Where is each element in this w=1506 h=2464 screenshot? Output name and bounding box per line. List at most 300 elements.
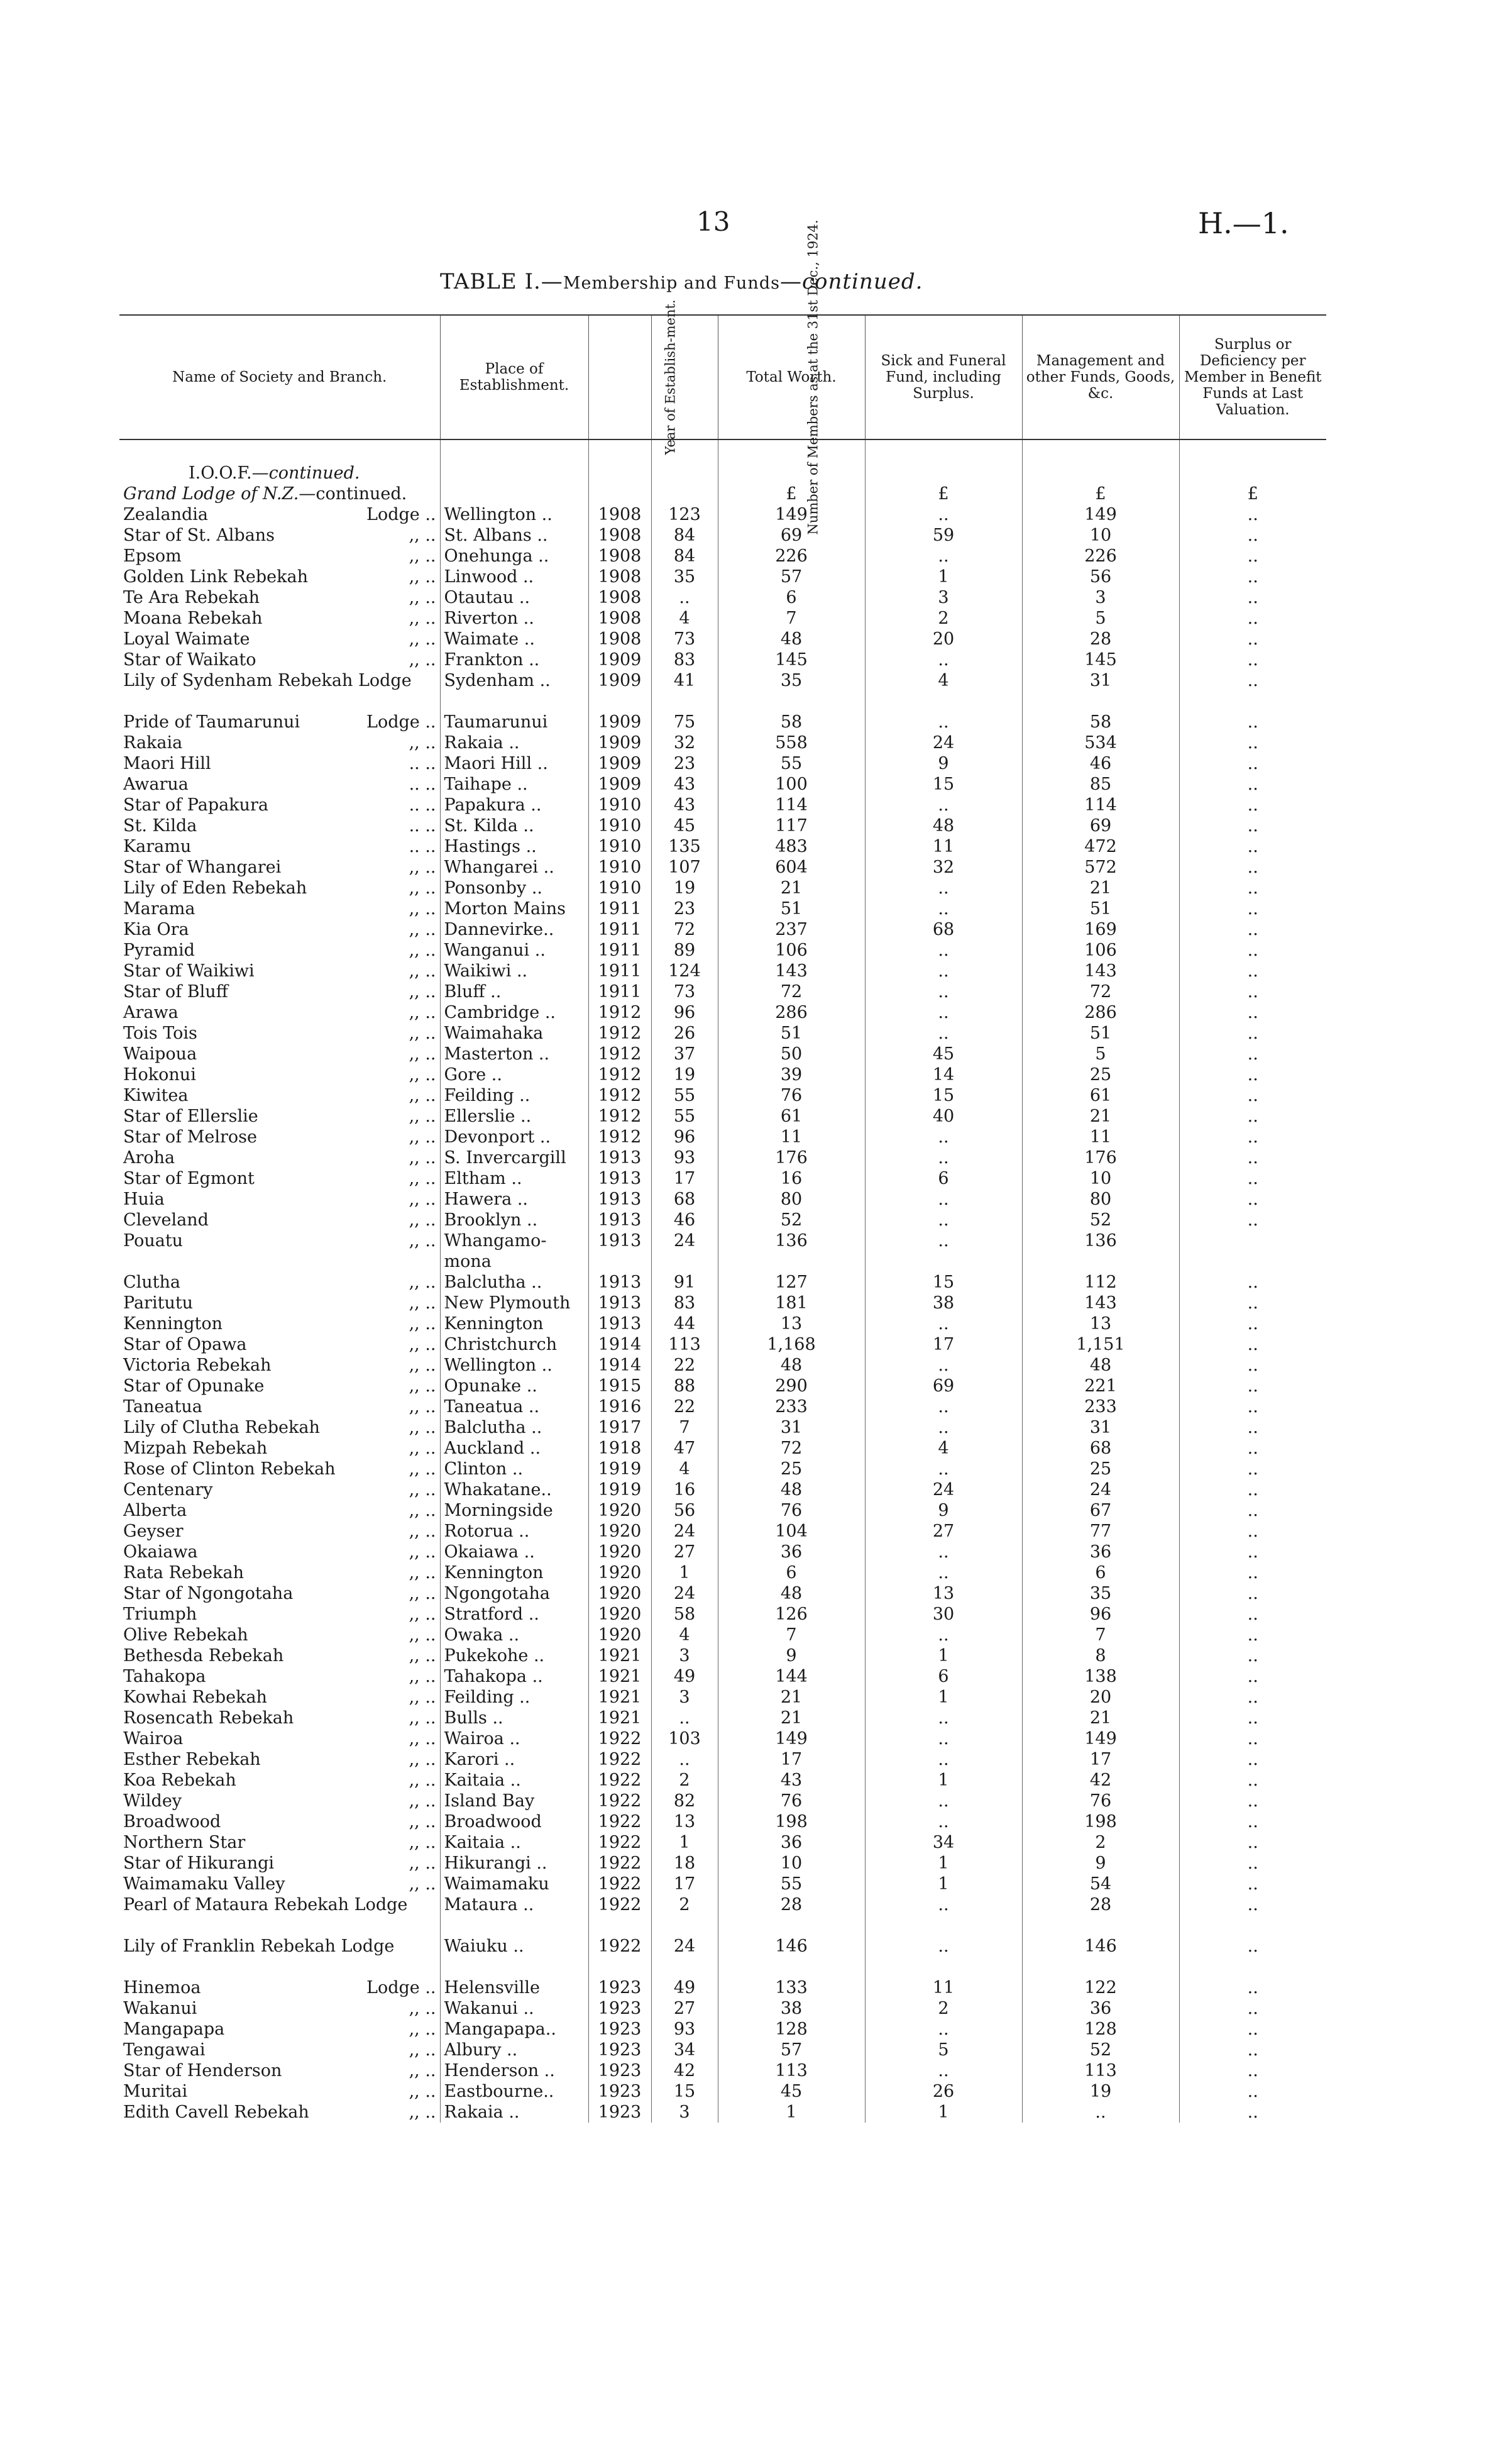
cell-members: .. (651, 587, 718, 608)
branch-suffix: ,, .. (409, 1003, 436, 1022)
cell-place: Morton Mains (440, 898, 588, 919)
cell-members: 24 (651, 1936, 718, 1977)
cell-year: 1909 (588, 753, 651, 774)
cell-year: 1922 (588, 1728, 651, 1749)
cell-sick: .. (865, 1396, 1022, 1417)
cell-place: Karori .. (440, 1749, 588, 1770)
cell-sick: .. (865, 898, 1022, 919)
branch-name: Muritai (123, 2082, 188, 2101)
cell-mgmt: 51 (1022, 1023, 1179, 1044)
cell-name (119, 836, 440, 857)
cell-worth: 76 (718, 1500, 865, 1521)
cell-mgmt: 6 (1022, 1562, 1179, 1583)
cell-sick: .. (865, 940, 1022, 961)
branch-name: Marama (123, 899, 195, 919)
cell-place: Onehunga .. (440, 546, 588, 566)
cell-mgmt: 31 (1022, 670, 1179, 712)
cell-name (119, 898, 440, 919)
cell-name (119, 2102, 440, 2123)
cell-place: Kennington (440, 1313, 588, 1334)
cell-surplus: .. (1179, 1147, 1326, 1168)
cell-worth: 80 (718, 1189, 865, 1210)
cell-mgmt: 169 (1022, 919, 1179, 940)
cell-year: 1912 (588, 1064, 651, 1085)
cell-name (119, 1210, 440, 1230)
cell-place: Waimahaka (440, 1023, 588, 1044)
cell-place: Papakura .. (440, 795, 588, 815)
cell-members: 107 (651, 857, 718, 878)
cell-name (119, 525, 440, 546)
cell-place: Hikurangi .. (440, 1853, 588, 1874)
cell-mgmt: 10 (1022, 525, 1179, 546)
cell-surplus: .. (1179, 753, 1326, 774)
branch-suffix: ,, .. (409, 858, 436, 877)
cell-year: 1921 (588, 1666, 651, 1687)
branch-suffix: ,, .. (409, 1708, 436, 1728)
branch-name: St. Kilda (123, 816, 197, 836)
cell-worth: 61 (718, 1106, 865, 1127)
cell-surplus: .. (1179, 1044, 1326, 1064)
branch-name: Lily of Franklin Rebekah Lodge (123, 1936, 395, 1956)
cell-name (119, 1417, 440, 1438)
cell-name (119, 1604, 440, 1625)
branch-suffix: ,, .. (409, 1107, 436, 1126)
table-row (119, 2019, 1326, 2040)
cell-members: 3 (651, 1687, 718, 1708)
cell-worth: 226 (718, 546, 865, 566)
cell-place: Ellerslie .. (440, 1106, 588, 1127)
cell-name (119, 1396, 440, 1417)
branch-name: Edith Cavell Rebekah (123, 2102, 309, 2122)
table-row (119, 2081, 1326, 2102)
cell-worth: 35 (718, 670, 865, 712)
cell-members: 89 (651, 940, 718, 961)
cell-year: 1920 (588, 1500, 651, 1521)
cell-year: 1917 (588, 1417, 651, 1438)
cell-place: Taumarunui (440, 712, 588, 732)
cell-name (119, 815, 440, 836)
table-title (440, 269, 923, 294)
cell-name (119, 2060, 440, 2081)
col-year-label: Year of Establish-ment. (662, 299, 678, 455)
cell-mgmt: 5 (1022, 1044, 1179, 1064)
branch-name: Karamu (123, 837, 192, 856)
cell-worth: 133 (718, 1977, 865, 1998)
branch-suffix: ,, .. (409, 733, 436, 753)
table-row (119, 1355, 1326, 1376)
branch-suffix: ,, .. (409, 1356, 436, 1375)
branch-name: Star of Papakura (123, 795, 268, 815)
cell-name (119, 1770, 440, 1791)
cell-surplus: .. (1179, 1645, 1326, 1666)
cell-members: 4 (651, 1459, 718, 1479)
table-row (119, 1811, 1326, 1832)
cell-surplus: .. (1179, 1625, 1326, 1645)
cell-mgmt: 233 (1022, 1396, 1179, 1417)
cell-name (119, 629, 440, 649)
branch-name: Mangapapa (123, 2019, 225, 2039)
cell-year: 1923 (588, 2040, 651, 2060)
cell-worth: 290 (718, 1376, 865, 1396)
cell-name (119, 1085, 440, 1106)
cell-name (119, 732, 440, 753)
cell-members: 56 (651, 1500, 718, 1521)
branch-name: Rata Rebekah (123, 1563, 244, 1583)
cell-members: 24 (651, 1230, 718, 1272)
cell-members: .. (651, 1708, 718, 1728)
cell-surplus: .. (1179, 1355, 1326, 1376)
cell-worth: 36 (718, 1542, 865, 1562)
branch-name: Esther Rebekah (123, 1750, 261, 1769)
cell-place: Otautau .. (440, 587, 588, 608)
cell-place: Maori Hill .. (440, 753, 588, 774)
cell-sick: 9 (865, 1500, 1022, 1521)
table-row (119, 1334, 1326, 1355)
cell-worth: 69 (718, 525, 865, 546)
cell-members: 34 (651, 2040, 718, 2060)
cell-sick: .. (865, 1542, 1022, 1562)
cell-worth: 7 (718, 608, 865, 629)
cell-surplus: .. (1179, 670, 1326, 712)
cell-place: Auckland .. (440, 1438, 588, 1459)
cell-surplus: .. (1179, 1687, 1326, 1708)
table-row (119, 732, 1326, 753)
cell-mgmt: 11 (1022, 1127, 1179, 1147)
table-row (119, 795, 1326, 815)
branch-name: Star of Opunake (123, 1376, 265, 1396)
cell-name (119, 1562, 440, 1583)
cell-worth: 100 (718, 774, 865, 795)
cell-name (119, 1272, 440, 1293)
cell-members: 75 (651, 712, 718, 732)
cell-name (119, 1894, 440, 1936)
cell-year: 1909 (588, 649, 651, 670)
cell-members: 46 (651, 1210, 718, 1230)
cell-mgmt: 19 (1022, 2081, 1179, 2102)
table-row (119, 1479, 1326, 1500)
cell-year: 1922 (588, 1811, 651, 1832)
branch-suffix: ,, .. (409, 1127, 436, 1147)
cell-members: 96 (651, 1127, 718, 1147)
cell-members: 124 (651, 961, 718, 981)
cell-place: Pukekohe .. (440, 1645, 588, 1666)
cell-surplus: .. (1179, 1708, 1326, 1728)
unit-mgmt: £ (1022, 483, 1179, 504)
cell-year: 1911 (588, 898, 651, 919)
cell-worth: 10 (718, 1853, 865, 1874)
branch-name: Victoria Rebekah (123, 1356, 272, 1375)
cell-year: 1914 (588, 1334, 651, 1355)
branch-name: Koa Rebekah (123, 1771, 236, 1790)
document-reference: H.—1. (1198, 206, 1289, 240)
cell-year: 1922 (588, 1749, 651, 1770)
cell-year: 1913 (588, 1147, 651, 1168)
branch-suffix: ,, .. (409, 982, 436, 1002)
cell-name (119, 1479, 440, 1500)
cell-mgmt: 25 (1022, 1459, 1179, 1479)
cell-mgmt: 21 (1022, 1708, 1179, 1728)
cell-year: 1918 (588, 1438, 651, 1459)
cell-name (119, 1708, 440, 1728)
cell-year: 1923 (588, 2102, 651, 2123)
cell-place: Morningside (440, 1500, 588, 1521)
branch-name: Rosencath Rebekah (123, 1708, 294, 1728)
cell-place: Eltham .. (440, 1168, 588, 1189)
cell-place: Bulls .. (440, 1708, 588, 1728)
table-row (119, 940, 1326, 961)
cell-year: 1912 (588, 1023, 651, 1044)
branch-suffix: ,, .. (409, 1065, 436, 1085)
cell-place: Henderson .. (440, 2060, 588, 2081)
cell-surplus: .. (1179, 1521, 1326, 1542)
cell-members: 83 (651, 1293, 718, 1313)
cell-worth: 76 (718, 1791, 865, 1811)
branch-suffix: ,, .. (409, 1335, 436, 1354)
cell-worth: 39 (718, 1064, 865, 1085)
cell-place: Tahakopa .. (440, 1666, 588, 1687)
cell-name (119, 1313, 440, 1334)
table-row (119, 1064, 1326, 1085)
cell-place: Wellington .. (440, 1355, 588, 1376)
cell-year: 1912 (588, 1044, 651, 1064)
cell-year: 1909 (588, 670, 651, 712)
cell-mgmt: 106 (1022, 940, 1179, 961)
cell-surplus: .. (1179, 1728, 1326, 1749)
branch-name: Star of Ngongotaha (123, 1584, 294, 1603)
cell-surplus: .. (1179, 504, 1326, 525)
branch-name: Tahakopa (123, 1667, 206, 1686)
cell-place: Wairoa .. (440, 1728, 588, 1749)
cell-place: Christchurch (440, 1334, 588, 1355)
cell-worth: 558 (718, 732, 865, 753)
cell-sick: 2 (865, 1998, 1022, 2019)
cell-year: 1910 (588, 878, 651, 898)
cell-year: 1922 (588, 1936, 651, 1977)
cell-worth: 48 (718, 1355, 865, 1376)
cell-members: 27 (651, 1998, 718, 2019)
cell-surplus: .. (1179, 1127, 1326, 1147)
branch-name: Kowhai Rebekah (123, 1688, 267, 1707)
cell-year: 1922 (588, 1894, 651, 1936)
branch-name: Star of Hikurangi (123, 1854, 275, 1873)
cell-sick: 2 (865, 608, 1022, 629)
cell-year: 1913 (588, 1168, 651, 1189)
cell-worth: 51 (718, 1023, 865, 1044)
branch-name: Kennington (123, 1314, 223, 1334)
cell-name (119, 2019, 440, 2040)
table-row (119, 1604, 1326, 1625)
cell-sick: 1 (865, 1853, 1022, 1874)
cell-members: 93 (651, 2019, 718, 2040)
cell-worth: 51 (718, 898, 865, 919)
cell-surplus: .. (1179, 2019, 1326, 2040)
lodge-continued: —continued. (299, 484, 407, 504)
cell-year: 1908 (588, 504, 651, 525)
cell-mgmt: 20 (1022, 1687, 1179, 1708)
cell-name (119, 649, 440, 670)
table-row (119, 1002, 1326, 1023)
table-row (119, 1770, 1326, 1791)
cell-name (119, 1438, 440, 1459)
branch-suffix: Lodge .. (366, 1978, 436, 1997)
cell-mgmt: .. (1022, 2102, 1179, 2123)
cell-worth: 55 (718, 1874, 865, 1894)
cell-members: 88 (651, 1376, 718, 1396)
cell-place: Feilding .. (440, 1687, 588, 1708)
cell-surplus: .. (1179, 2060, 1326, 2081)
cell-place: Opunake .. (440, 1376, 588, 1396)
cell-worth: 36 (718, 1832, 865, 1853)
cell-name (119, 1459, 440, 1479)
cell-sick: 6 (865, 1168, 1022, 1189)
branch-name: Hinemoa (123, 1978, 201, 1997)
title-continued: continued. (801, 269, 923, 294)
cell-sick: 1 (865, 1645, 1022, 1666)
cell-mgmt: 572 (1022, 857, 1179, 878)
cell-place: Wellington .. (440, 504, 588, 525)
cell-mgmt: 146 (1022, 1936, 1179, 1977)
cell-year: 1912 (588, 1085, 651, 1106)
cell-place: Waiuku .. (440, 1936, 588, 1977)
col-place: Place of Establishment. (440, 315, 588, 439)
cell-place: Mangapapa.. (440, 2019, 588, 2040)
cell-sick: .. (865, 1210, 1022, 1230)
branch-name: Maori Hill (123, 754, 211, 773)
table-row (119, 919, 1326, 940)
cell-mgmt: 10 (1022, 1168, 1179, 1189)
cell-sick: 32 (865, 857, 1022, 878)
branch-suffix: ,, .. (409, 1771, 436, 1790)
branch-name: Star of Waikato (123, 650, 256, 670)
cell-worth: 55 (718, 753, 865, 774)
cell-members: 84 (651, 546, 718, 566)
cell-surplus: .. (1179, 1293, 1326, 1313)
cell-mgmt: 69 (1022, 815, 1179, 836)
cell-name (119, 1147, 440, 1168)
cell-year: 1921 (588, 1687, 651, 1708)
cell-worth: 57 (718, 566, 865, 587)
branch-suffix: ,, .. (409, 1625, 436, 1645)
cell-surplus: .. (1179, 1438, 1326, 1459)
cell-mgmt: 221 (1022, 1376, 1179, 1396)
cell-sick: 3 (865, 587, 1022, 608)
cell-year: 1921 (588, 1708, 651, 1728)
cell-sick: 14 (865, 1064, 1022, 1085)
cell-mgmt: 52 (1022, 1210, 1179, 1230)
table-row (119, 1044, 1326, 1064)
col-surplus: Surplus or Deficiency per Member in Benefit Funds at Last Valuation. (1179, 315, 1326, 439)
cell-surplus: .. (1179, 1542, 1326, 1562)
cell-place: Gore .. (440, 1064, 588, 1085)
cell-name (119, 1127, 440, 1147)
cell-worth: 21 (718, 1708, 865, 1728)
branch-suffix: .. .. (409, 754, 436, 773)
title-suffix: — (779, 269, 802, 294)
cell-mgmt: 8 (1022, 1645, 1179, 1666)
cell-worth: 117 (718, 815, 865, 836)
branch-name: Rakaia (123, 733, 183, 753)
cell-sick: .. (865, 878, 1022, 898)
branch-suffix: ,, .. (409, 1190, 436, 1209)
branch-name: Moana Rebekah (123, 609, 263, 628)
branch-suffix: ,, .. (409, 1273, 436, 1292)
cell-worth: 7 (718, 1625, 865, 1645)
cell-name (119, 712, 440, 732)
cell-sick: 24 (865, 1479, 1022, 1500)
table-row (119, 1313, 1326, 1334)
cell-worth: 126 (718, 1604, 865, 1625)
cell-year: 1913 (588, 1210, 651, 1230)
branch-name: Triumph (123, 1605, 197, 1624)
cell-worth: 6 (718, 1562, 865, 1583)
cell-name (119, 2040, 440, 2060)
lodge-label: Grand Lodge of N.Z. (123, 484, 299, 504)
cell-surplus (1179, 1230, 1326, 1272)
table-row (119, 608, 1326, 629)
col-mgmt: Management and other Funds, Goods, &c. (1022, 315, 1179, 439)
cell-name (119, 1376, 440, 1396)
cell-name (119, 981, 440, 1002)
unit-worth: £ (718, 483, 865, 504)
cell-year: 1911 (588, 981, 651, 1002)
cell-sick: .. (865, 1936, 1022, 1977)
cell-members: 35 (651, 566, 718, 587)
cell-worth: 181 (718, 1293, 865, 1313)
table-row (119, 836, 1326, 857)
table-row (119, 1542, 1326, 1562)
cell-surplus: .. (1179, 566, 1326, 587)
table-row (119, 1583, 1326, 1604)
cell-place: St. Albans .. (440, 525, 588, 546)
table-row (119, 2102, 1326, 2123)
cell-mgmt: 114 (1022, 795, 1179, 815)
cell-mgmt: 143 (1022, 1293, 1179, 1313)
cell-year: 1916 (588, 1396, 651, 1417)
cell-surplus: .. (1179, 898, 1326, 919)
cell-worth: 76 (718, 1085, 865, 1106)
cell-year: 1909 (588, 774, 651, 795)
table-row (119, 1293, 1326, 1313)
cell-place: Brooklyn .. (440, 1210, 588, 1230)
table-row (119, 1106, 1326, 1127)
cell-surplus: .. (1179, 878, 1326, 898)
cell-place: Stratford .. (440, 1604, 588, 1625)
branch-suffix: ,, .. (409, 1854, 436, 1873)
cell-surplus: .. (1179, 1085, 1326, 1106)
cell-place: Wanganui .. (440, 940, 588, 961)
cell-place: Mataura .. (440, 1894, 588, 1936)
cell-surplus: .. (1179, 919, 1326, 940)
table-row (119, 1500, 1326, 1521)
page-number: 13 (696, 206, 730, 237)
cell-surplus: .. (1179, 1874, 1326, 1894)
cell-worth: 43 (718, 1770, 865, 1791)
cell-mgmt: 58 (1022, 712, 1179, 732)
cell-surplus: .. (1179, 961, 1326, 981)
cell-members: 1 (651, 1832, 718, 1853)
cell-worth: 136 (718, 1230, 865, 1272)
cell-year: 1921 (588, 1645, 651, 1666)
cell-place: Whangamo-mona (440, 1230, 588, 1272)
cell-surplus: .. (1179, 629, 1326, 649)
cell-name (119, 1625, 440, 1645)
cell-year: 1912 (588, 1127, 651, 1147)
cell-members: 26 (651, 1023, 718, 1044)
cell-place: Ponsonby .. (440, 878, 588, 898)
branch-suffix: ,, .. (409, 1874, 436, 1894)
cell-surplus: .. (1179, 1770, 1326, 1791)
cell-sick: 1 (865, 2102, 1022, 2123)
